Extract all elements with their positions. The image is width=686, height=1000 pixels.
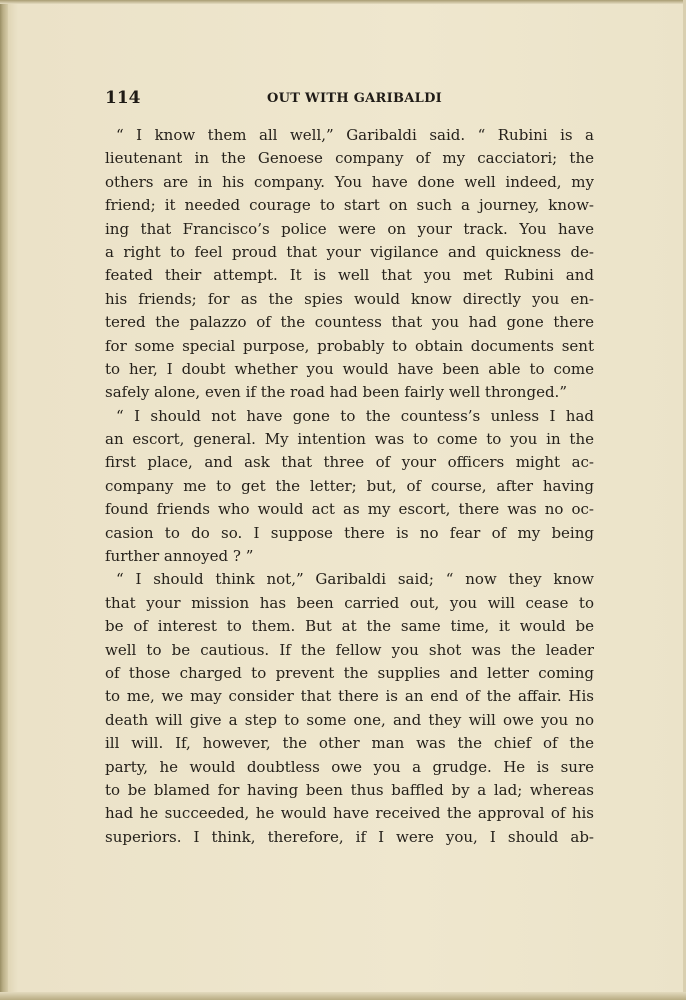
text-line: party, he would doubtless owe you a grudge. He is sure — [105, 757, 594, 776]
text-line: first place, and ask that three of your officers might ac- — [105, 453, 594, 472]
text-line: superiors. I think, therefore, if I were you, I should ab- — [105, 827, 594, 846]
text-line: well to be cautious. If the fellow you shot was the leader — [105, 640, 594, 659]
text-line: tered the palazzo of the countess that you had gone there — [105, 313, 594, 332]
text-line: a right to feel proud that your vigilance and quickness de- — [105, 242, 594, 261]
text-line: his friends; for as the spies would know directly you en- — [105, 289, 594, 308]
text-line: ing that Francisco’s police were on your track. You have — [105, 219, 594, 238]
page-bottom-edge — [0, 992, 686, 1000]
page-header — [105, 88, 594, 112]
text-line: casion to do so. I suppose there is no fear of my being — [105, 523, 594, 542]
text-line: for some special purpose, probably to obtain documents sent — [105, 336, 594, 355]
text-line: death will give a step to some one, and they will owe you no — [105, 710, 594, 729]
text-line: had he succeeded, he would have received the approval of his — [105, 804, 594, 823]
text-line: ill will. If, however, the other man was the chief of the — [105, 734, 594, 753]
text-line: safely alone, even if the road had been fairly well thronged.” — [105, 383, 567, 402]
text-line: to her, I doubt whether you would have been able to come — [105, 359, 594, 378]
text-line: company me to get the letter; but, of course, after having — [105, 476, 594, 495]
text-line: “ I should not have gone to the countess’s unless I had — [116, 406, 594, 425]
text-line: an escort, general. My intention was to come to you in the — [105, 430, 594, 449]
text-line: found friends who would act as my escort, there was no oc- — [105, 500, 594, 519]
text-line: that your mission has been carried out, you will cease to — [105, 593, 594, 612]
page-number: 114 — [105, 88, 141, 108]
page-top-edge — [0, 0, 686, 4]
text-line: feated their attempt. It is well that you met Rubini and — [105, 266, 594, 285]
body-text — [105, 124, 594, 849]
text-line: to me, we may consider that there is an end of the affair. His — [105, 687, 594, 706]
text-line: “ I know them all well,” Garibaldi said. “ Rubini is a — [116, 126, 594, 144]
text-line: “ I should think not,” Garibaldi said; “ now they know — [116, 570, 594, 589]
text-line: lieutenant in the Genoese company of my cacciatori; the — [105, 149, 594, 168]
text-line: be of interest to them. But at the same time, it would be — [105, 617, 594, 636]
page-spine-shadow — [0, 0, 8, 1000]
text-line: others are in his company. You have done well indeed, my — [105, 172, 594, 191]
text-line: friend; it needed courage to start on such a journey, know- — [105, 196, 594, 215]
running-head: OUT WITH GARIBALDI — [267, 91, 443, 106]
text-line: to be blamed for having been thus baffled by a lad; whereas — [105, 780, 594, 799]
text-line: further annoyed ? ” — [105, 547, 254, 566]
text-line: of those charged to prevent the supplies and letter coming — [105, 663, 594, 682]
